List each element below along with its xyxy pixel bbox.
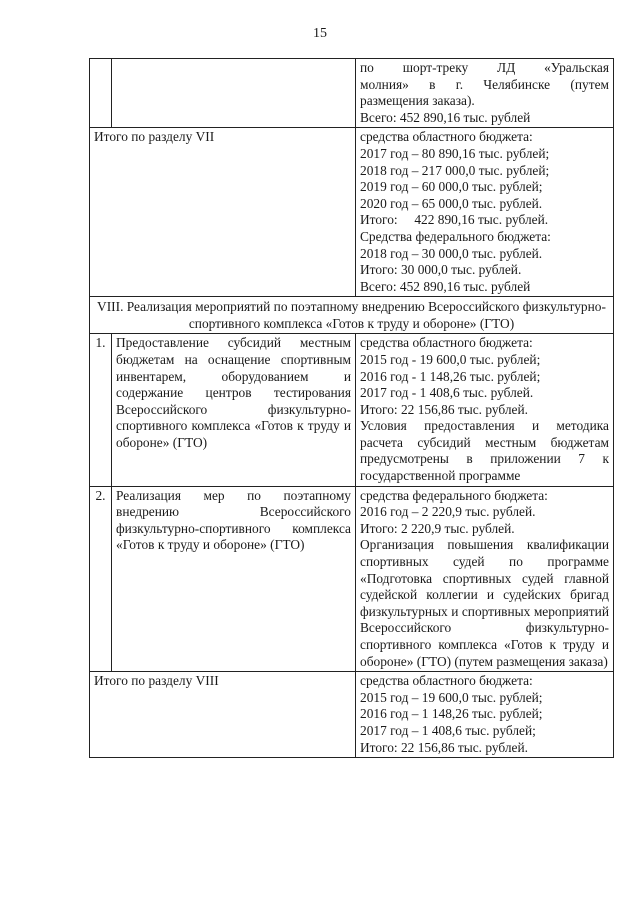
table-row xyxy=(90,486,614,672)
funding-line: 2017 год – 1 408,6 тыс. рублей; xyxy=(360,722,536,738)
cell-description-empty xyxy=(112,59,356,128)
row-description: Предоставление субсидий местным бюджетам на оснащение спортивным инвентарем, оборудованием и содержание центров тестирования Всероссийского физкультурно-спортивного комплекса «Готов к труду и обороне» (ГТО) xyxy=(112,334,356,486)
section-viii-header-row xyxy=(90,297,614,334)
table-row-total-viii xyxy=(90,672,614,758)
funding-line: средства областного бюджета: xyxy=(360,673,533,689)
funding-line: 2019 год – 60 000,0 тыс. рублей; xyxy=(360,179,543,195)
row-note: Организация повышения квалификации спортивных судей по программе «Подготовка спортивных судей главной судейской коллегии и судейских бригад физкультурных и спортивных мероприятий Всероссийского физкультурно-спортивного комплекса «Готов к труду и обороне» (ГТО) (путем размещения заказа) xyxy=(360,537,609,669)
funding-line: Итого: 22 156,86 тыс. рублей. xyxy=(360,401,529,417)
funding-line: 2018 год – 217 000,0 тыс. рублей; xyxy=(360,162,550,178)
table-row-total-vii xyxy=(90,128,614,297)
table-row xyxy=(90,334,614,486)
funding-line: средства областного бюджета: xyxy=(360,335,533,351)
row-funding xyxy=(356,334,614,486)
funding-line: 2017 год - 1 408,6 тыс. рублей. xyxy=(360,385,534,401)
funding-line: размещения заказа). xyxy=(360,93,475,109)
funding-line: Всего: 452 890,16 тыс. рублей xyxy=(360,109,531,125)
funding-line: средства федерального бюджета: xyxy=(360,487,548,503)
funding-line: молния» в г. Челябинске (путем xyxy=(360,76,609,92)
funding-line: 2016 год – 2 220,9 тыс. рублей. xyxy=(360,504,536,520)
section-viii-title: VIII. Реализация мероприятий по поэтапному внедрению Всероссийского физкультурно-спортивного комплекса «Готов к труду и обороне» (ГТО) xyxy=(90,297,614,334)
program-table xyxy=(89,58,614,758)
row-note: Условия предоставления и методика расчета субсидий местным бюджетам предусмотрены в приложении 7 к государственной программе xyxy=(360,418,609,484)
funding-line: Итого: 22 156,86 тыс. рублей. xyxy=(360,739,529,755)
funding-line: 2016 год - 1 148,26 тыс. рублей; xyxy=(360,368,541,384)
cell-funding-continued xyxy=(356,59,614,128)
row-number: 1. xyxy=(90,334,112,486)
total-vii-label: Итого по разделу VII xyxy=(90,128,356,297)
funding-line: Итого: 2 220,9 тыс. рублей. xyxy=(360,520,515,536)
funding-line: средства областного бюджета: xyxy=(360,129,533,145)
total-vii-funding xyxy=(356,128,614,297)
funding-line: Средства федерального бюджета: xyxy=(360,228,551,244)
funding-line: Всего: 452 890,16 тыс. рублей xyxy=(360,278,531,294)
funding-line: 2015 год - 19 600,0 тыс. рублей; xyxy=(360,351,541,367)
funding-line: по шорт-треку ЛД «Уральская xyxy=(360,60,609,75)
table-row-continued xyxy=(90,59,614,128)
total-viii-label: Итого по разделу VIII xyxy=(90,672,356,758)
cell-num-empty xyxy=(90,59,112,128)
row-description: Реализация мер по поэтапному внедрению Всероссийского физкультурно-спортивного комплекса «Готов к труду и обороне» (ГТО) xyxy=(112,486,356,672)
row-funding xyxy=(356,486,614,672)
funding-line: 2016 год – 1 148,26 тыс. рублей; xyxy=(360,706,543,722)
funding-line: 2017 год – 80 890,16 тыс. рублей; xyxy=(360,145,550,161)
funding-line: Итого: 30 000,0 тыс. рублей. xyxy=(360,262,522,278)
funding-line: Итого: 422 890,16 тыс. рублей. xyxy=(360,212,549,228)
funding-line: 2020 год – 65 000,0 тыс. рублей. xyxy=(360,195,543,211)
funding-line: 2015 год – 19 600,0 тыс. рублей; xyxy=(360,689,543,705)
row-number: 2. xyxy=(90,486,112,672)
total-viii-funding xyxy=(356,672,614,758)
funding-line: 2018 год – 30 000,0 тыс. рублей. xyxy=(360,245,543,261)
page-number: 15 xyxy=(313,26,327,41)
